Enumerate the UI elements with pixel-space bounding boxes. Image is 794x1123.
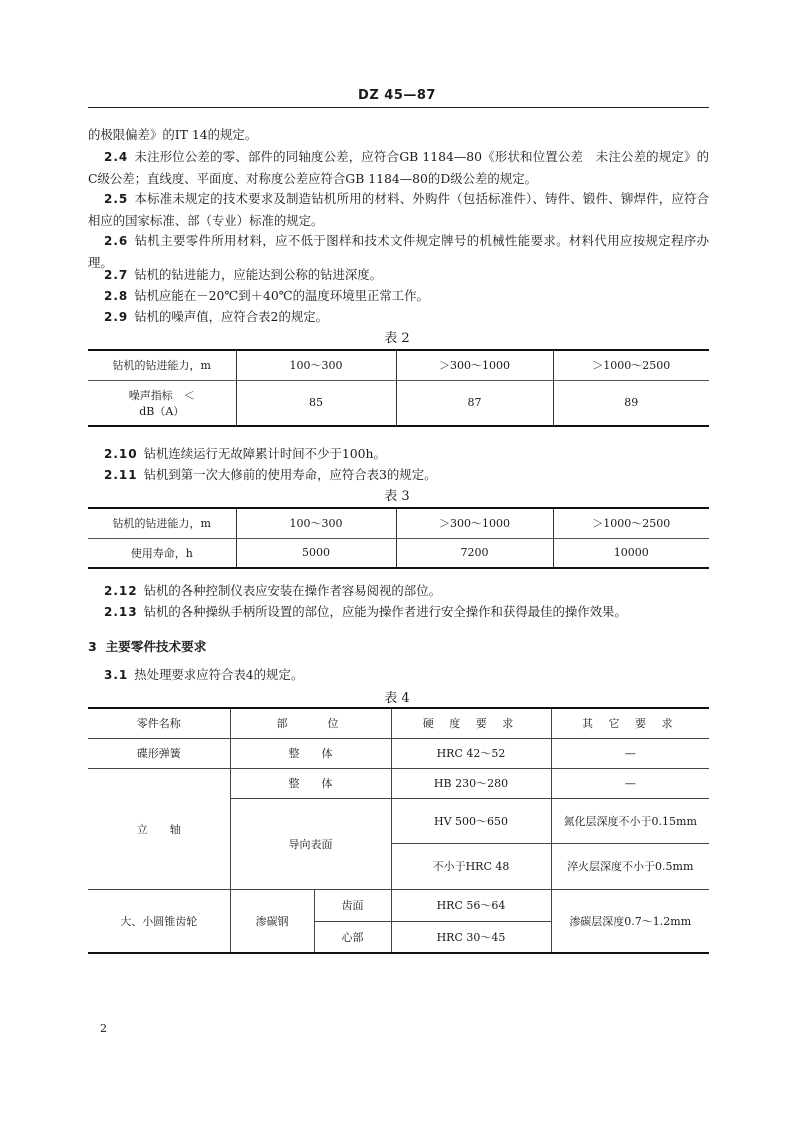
table-cell: 89 [553,380,709,426]
clause-text: 钻机的噪声值，应符合表2的规定。 [134,309,329,324]
clause-text: 本标准未规定的技术要求及制造钻机所用的材料、外购件（包括标准件）、铸件、锻件、铆焊件，应符合相应的国家标准、部（专业）标准的规定。 [88,191,709,228]
table-cell: 整 体 [230,738,391,768]
paragraph-text: 的极限偏差》的IT 14的规定。 [88,127,258,142]
clause-text: 钻机的各种控制仪表应安装在操作者容易阅视的部位。 [143,583,441,598]
table-row [88,508,709,538]
clause-number: 2.9 [104,310,129,324]
table-cell: 钻机的钻进能力，m [88,350,236,380]
clause-number: 2.11 [104,468,138,482]
noise-label: 噪声指标 ＜ [128,388,195,402]
table-cell: HV 500～650 [391,798,551,843]
clause-2-12 [88,580,709,602]
table-cell: 钻机的钻进能力，m [88,508,236,538]
table-cell: 立 轴 [88,768,230,889]
table-row [88,889,709,921]
table-cell: 心部 [314,921,391,953]
clause-number: 3.1 [104,668,129,682]
clause-number: 2.5 [104,192,129,206]
table-cell: 7200 [396,538,553,568]
clause-text: 钻机连续运行无故障累计时间不少于100h。 [143,446,386,461]
table-2-noise [88,349,709,427]
section-3-heading [88,636,206,655]
table-row [88,768,709,798]
table-cell: — [551,768,709,798]
column-header: 零件名称 [88,708,230,738]
clause-number: 2.13 [104,605,138,619]
clause-number: 2.7 [104,268,129,282]
table-cell: 使用寿命，h [88,538,236,568]
clause-text: 钻机的钻进能力，应能达到公称的钻进深度。 [134,267,383,282]
table-4-heat-treatment [88,707,709,954]
clause-number: 2.4 [104,150,129,164]
table-cell: 85 [236,380,396,426]
table-cell: HRC 30～45 [391,921,551,953]
table-cell: 5000 [236,538,396,568]
table-3-lifetime [88,507,709,569]
table-4-caption: 表 4 [384,691,410,706]
column-header: 部 位 [230,708,391,738]
clause-2-5 [88,188,709,231]
table-cell: 整 体 [230,768,391,798]
table-row [88,538,709,568]
clause-number: 2.6 [104,234,129,248]
table-cell: 碟形弹簧 [88,738,230,768]
table-row [88,380,709,426]
table-cell: 87 [396,380,553,426]
table-cell: 渗碳层深度0.7～1.2mm [551,889,709,953]
clause-2-7 [88,264,709,286]
clause-text: 钻机的各种操纵手柄所设置的部位，应能为操作者进行安全操作和获得最佳的操作效果。 [143,604,627,619]
column-header: 硬 度 要 求 [391,708,551,738]
clause-2-8 [88,285,709,307]
table-row [88,350,709,380]
table-cell: 渗碳钢 [230,889,314,953]
clause-3-1 [88,664,709,686]
table-2-caption: 表 2 [384,331,410,346]
table-cell: ＞1000～2500 [553,350,709,380]
section-number: 3 [88,639,97,654]
section-title: 主要零件技术要求 [105,639,207,654]
clause-text: 钻机主要零件所用材料，应不低于图样和技术文件规定牌号的机械性能要求。材料代用应按规定程序办理。 [88,233,709,270]
header-rule [88,107,709,108]
paragraph-continuation [88,124,709,145]
document-code-header: DZ 45—87 [358,88,436,103]
table-cell: 氮化层深度不小于0.15mm [551,798,709,843]
clause-text: 未注形位公差的零、部件的同轴度公差，应符合GB 1184—80《形状和位置公差 未注公差的规定》的C级公差；直线度、平面度、对称度公差应符合GB 1184—80的D级公差的规定。 [88,149,709,186]
table-cell: HRC 42～52 [391,738,551,768]
table-cell [88,380,236,426]
clause-number: 2.10 [104,447,138,461]
clause-2-11 [88,464,709,486]
table-cell: 大、小圆锥齿轮 [88,889,230,953]
table-cell: ＞1000～2500 [553,508,709,538]
table-cell: 10000 [553,538,709,568]
clause-text: 钻机应能在－20℃到＋40℃的温度环境里正常工作。 [134,288,429,303]
table-cell: ＞300～1000 [396,350,553,380]
table-cell: 导向表面 [230,798,391,889]
table-row [88,738,709,768]
table-cell: ＞300～1000 [396,508,553,538]
table-cell: 100～300 [236,350,396,380]
clause-text: 钻机到第一次大修前的使用寿命，应符合表3的规定。 [143,467,437,482]
table-3-caption: 表 3 [384,489,410,504]
clause-2-10 [88,443,709,465]
page-number: 2 [100,1022,107,1035]
noise-unit: dB（A） [139,404,185,418]
table-header-row [88,708,709,738]
table-cell: HRC 56～64 [391,889,551,921]
clause-2-4 [88,146,709,189]
column-header: 其 它 要 求 [551,708,709,738]
table-cell: HB 230～280 [391,768,551,798]
table-cell: — [551,738,709,768]
table-cell: 淬火层深度不小于0.5mm [551,843,709,889]
clause-number: 2.12 [104,584,138,598]
clause-2-9 [88,306,709,328]
table-cell: 齿面 [314,889,391,921]
clause-text: 热处理要求应符合表4的规定。 [134,667,304,682]
table-cell: 100～300 [236,508,396,538]
clause-number: 2.8 [104,289,129,303]
clause-2-13 [88,601,709,623]
table-cell: 不小于HRC 48 [391,843,551,889]
